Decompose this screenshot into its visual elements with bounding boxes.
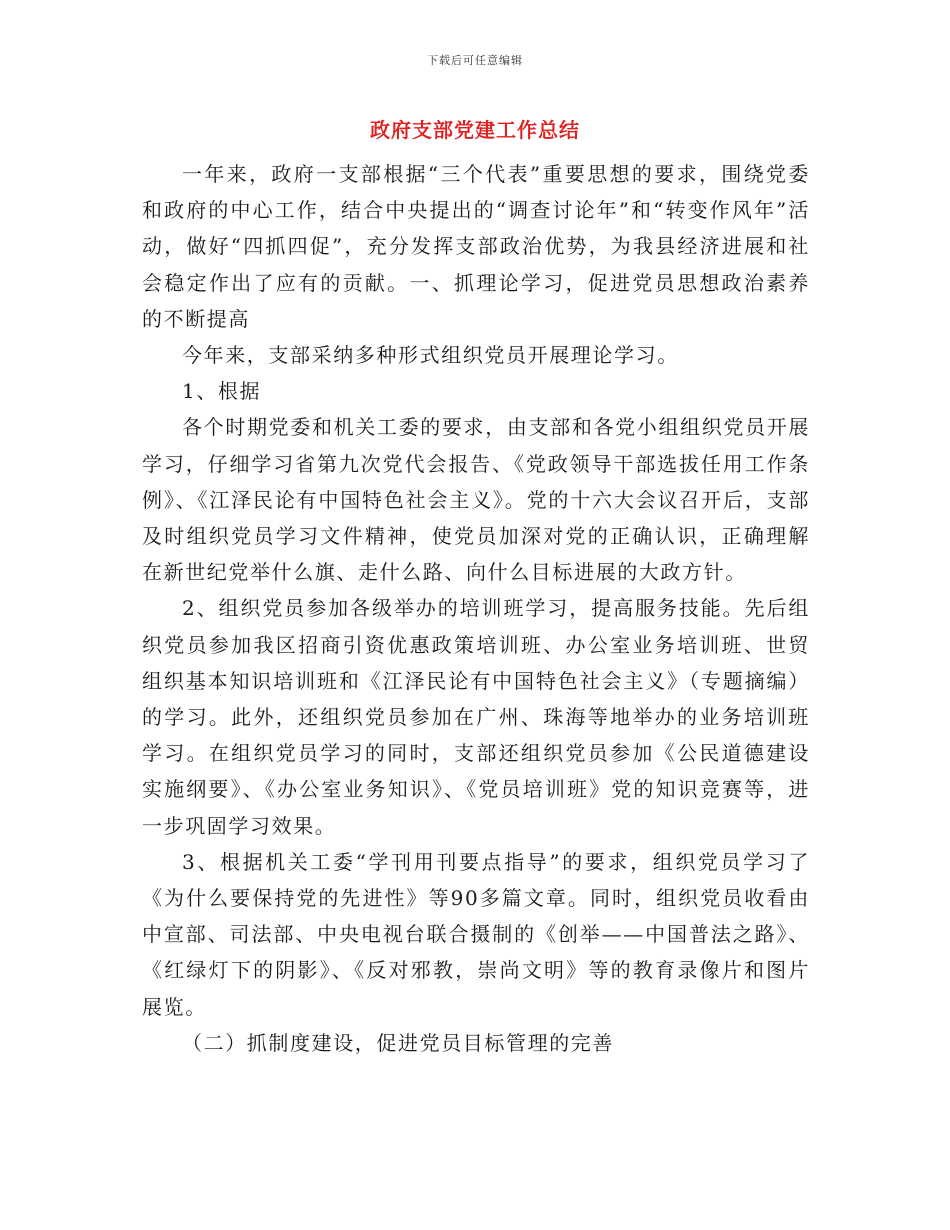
paragraph-section-2-heading: （二）抓制度建设，促进党员目标管理的完善	[182, 1030, 614, 1055]
paragraph-item-1-body: 各个时期党委和机关工委的要求，由支部和各党小组组织党员开展学习，仔细学习省第九次党代会报告、《党政领导干部选拔任用工作条例》、《江泽民论有中国特色社会主义》。党的十六大会议召开后，支部及时组织党员学习文件精神，使党员加深对党的正确认识，正确理解在新世纪党举什么旗、走什么路、向什么目标进展的大政方针。	[142, 415, 810, 585]
document-body	[142, 156, 810, 1061]
header-note: 下载后可任意编辑	[427, 54, 523, 67]
paragraph-study-forms: 今年来，支部采纳多种形式组织党员开展理论学习。	[182, 343, 679, 368]
paragraph-intro: 一年来，政府一支部根据“三个代表”重要思想的要求，围绕党委和政府的中心工作，结合中央提出的“调查讨论年”和“转变作风年”活动，做好“四抓四促”，充分发挥支部政治优势，为我县经济进展和社会稳定作出了应有的贡献。一、抓理论学习，促进党员思想政治素养的不断提高	[142, 162, 810, 331]
document-title: 政府支部党建工作总结	[370, 118, 580, 142]
paragraph-item-3: 3、根据机关工委“学刊用刊要点指导”的要求，组织党员学习了《为什么要保持党的先进性》等90多篇文章。同时，组织党员收看由中宣部、司法部、中央电视台联合摄制的《创举——中国普法之路》、《红绿灯下的阴影》、《反对邪教，崇尚文明》等的教育录像片和图片展览。	[142, 849, 810, 1019]
paragraph-item-1-heading: 1、根据	[182, 379, 262, 404]
paragraph-item-2: 2、组织党员参加各级举办的培训班学习，提高服务技能。先后组织党员参加我区招商引资优惠政策培训班、办公室业务培训班、世贸组织基本知识培训班和《江泽民论有中国特色社会主义》（专题摘编）的学习。此外，还组织党员参加在广州、珠海等地举办的业务培训班学习。在组织党员学习的同时，支部还组织党员参加《公民道德建设实施纲要》、《办公室业务知识》、《党员培训班》党的知识竞赛等，进一步巩固学习效果。	[142, 596, 810, 838]
